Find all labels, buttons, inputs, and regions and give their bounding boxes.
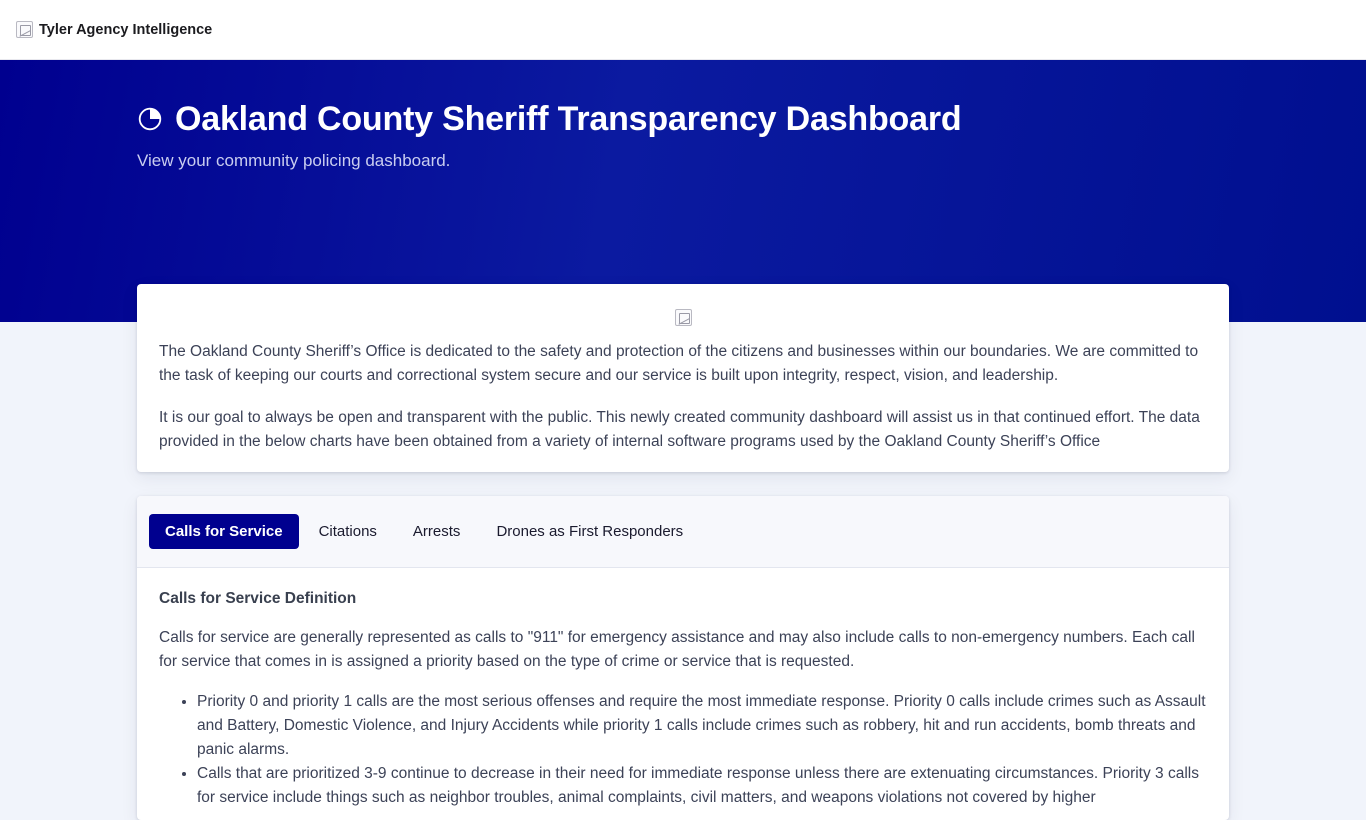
tab-panel-calls-for-service [137, 568, 1229, 820]
broken-image-icon [16, 21, 33, 38]
priority-list [159, 690, 1207, 810]
agency-logo [16, 21, 212, 38]
dashboard-tabs-card [137, 496, 1229, 820]
list-item: • Calls that are prioritized 3-9 continue to decrease in their need for immediate response unless there are extenuating circumstances. Priority 3 calls for service include things such as neighbor troubles, animal complaints, civil matters, and weapons violations not covered by higher [197, 762, 1207, 810]
agency-logo-alt-text: Tyler Agency Intelligence [39, 21, 213, 38]
page-title [137, 98, 1229, 140]
agency-intro-card [137, 284, 1229, 472]
tab-list [137, 496, 1229, 568]
tab-arrests[interactable]: Arrests [397, 514, 477, 549]
tab-drones-as-first-responders[interactable]: Drones as First Responders [480, 514, 699, 549]
page-content [137, 284, 1229, 820]
intro-paragraph-2: It is our goal to always be open and transparent with the public. This newly created community dashboard will assist us in that continued effort. The data provided in the below charts have been obtained from a variety of internal software programs used by the Oakland County Sheriff’s Office [159, 409, 1200, 450]
agency-seal [159, 306, 1207, 328]
page-subtitle: View your community policing dashboard. [137, 151, 451, 170]
definition-paragraph: Calls for service are generally represented as calls to "911" for emergency assistance and may also include calls to non-emergency numbers. Each call for service that comes in is assigned a priority based on the type of crime or service that is requested. [159, 629, 1195, 670]
intro-paragraph-1: The Oakland County Sheriff’s Office is dedicated to the safety and protection of the citizens and businesses within our boundaries. We are committed to the task of keeping our courts and correctional system secure and our service is built upon integrity, respect, vision, and leadership. [159, 343, 1199, 384]
broken-image-icon [675, 309, 692, 326]
tab-citations[interactable]: Citations [303, 514, 393, 549]
list-item: • Priority 0 and priority 1 calls are the most serious offenses and require the most immediate response. Priority 0 calls include crimes such as Assault and Battery, Domestic Violence, and Injury Accidents while priority 1 calls include crimes such as robbery, hit and run accidents, bomb threats and panic alarms. [197, 690, 1207, 762]
definition-heading: Calls for Service Definition [159, 590, 357, 607]
tab-calls-for-service[interactable]: Calls for Service [149, 514, 299, 549]
pie-chart-icon [137, 106, 163, 132]
page-title-text: Oakland County Sheriff Transparency Dashboard [175, 100, 962, 138]
hero-banner [0, 60, 1366, 322]
site-header [0, 0, 1366, 60]
